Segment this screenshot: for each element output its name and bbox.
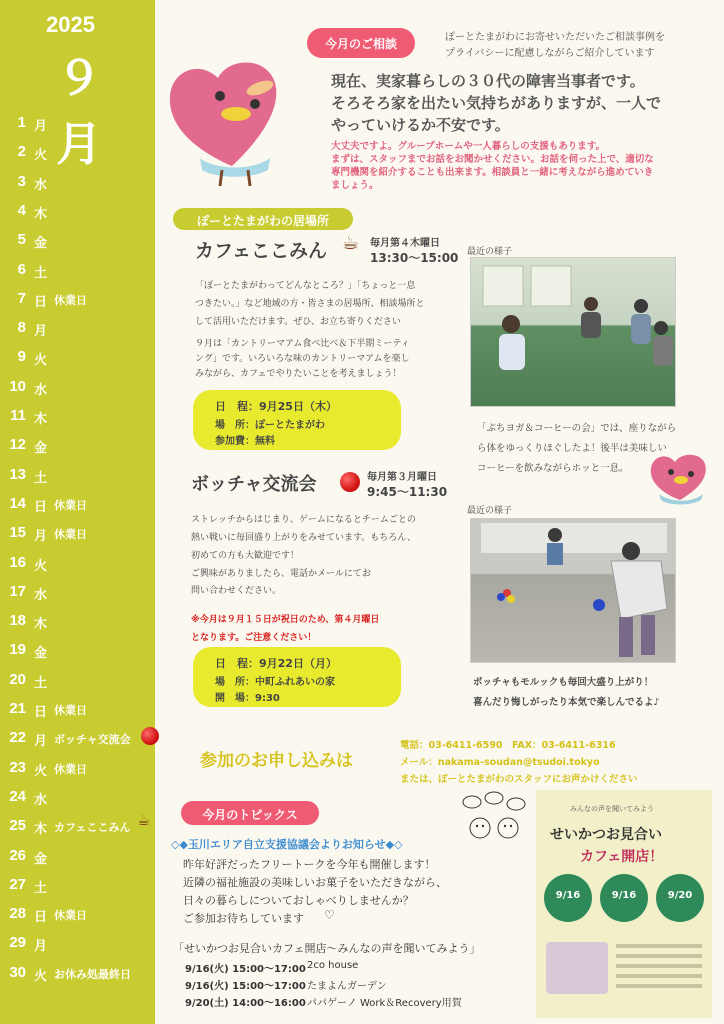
calendar-day-number: 25	[9, 817, 26, 835]
cafe-info-box	[193, 390, 401, 450]
photo2-label: 最近の様子	[467, 506, 513, 516]
calendar-weekday: 土	[34, 675, 48, 691]
topics-heading: ◇◆玉川エリア自立支援協議会よりお知らせ◆◇	[171, 838, 403, 851]
consult-intro-2: プライバシーに配慮しながらご紹介しています	[445, 48, 655, 59]
calendar-day-row	[0, 432, 155, 460]
boccia-desc-4: ご興味がありましたら、電話かメールにてお	[191, 569, 371, 579]
topics-badge: 今月のトピックス	[181, 801, 319, 825]
calendar-weekday: 火	[34, 353, 48, 369]
consult-answer-3: 専門機関を紹介することも出来ます。相談員と一緒に考えながら進めていき	[331, 167, 654, 178]
session-2-place: たまよんガーデン	[307, 981, 387, 992]
calendar-day-row	[0, 227, 155, 255]
calendar-day-row	[0, 286, 155, 314]
calendar-day-number: 12	[9, 436, 26, 454]
calendar-day-note: 休業日	[54, 909, 87, 923]
boccia-info-box	[193, 647, 401, 707]
calendar-day-row	[0, 344, 155, 372]
calendar-day-row	[0, 110, 155, 138]
cafe-time: 13:30～15:00	[370, 251, 459, 265]
cafe-info-date: 日 程：9月25日（木）	[215, 400, 337, 413]
cafe-schedule: 毎月第４木曜日	[370, 238, 440, 249]
calendar-day-number: 17	[9, 582, 26, 600]
calendar-day-number: 24	[9, 787, 26, 805]
calendar-day-number: 30	[9, 963, 26, 981]
consult-answer-1: 大丈夫ですよ。グループホームや一人暮らしの支援もあります。	[331, 141, 605, 152]
cafe-cup-icon: ☕	[342, 232, 360, 254]
calendar-weekday: 月	[34, 529, 48, 545]
topics-body-1: 昨年好評だったフリートークを今年も開催します！	[183, 858, 436, 871]
calendar-weekday: 土	[34, 265, 48, 281]
calendar-day-number: 20	[9, 670, 26, 688]
boccia-desc-5: 問い合わせください。	[191, 586, 282, 596]
topics-event-name: 「せいかつお見合いカフェ開店～みんなの声を聞いてみよう」	[173, 942, 481, 955]
calendar-day-row	[0, 696, 155, 724]
photo1-caption-3: コーヒーを飲みながらホッと一息。	[477, 463, 629, 474]
boccia-desc-2: 熱い戦いに毎回盛り上がりをみせています。もちろん、	[191, 533, 416, 543]
calendar-weekday: 日	[34, 910, 48, 926]
calendar-day-note: 休業日	[54, 762, 87, 776]
calendar-weekday: 月	[34, 734, 48, 750]
calendar-weekday: 土	[34, 880, 48, 896]
calendar-day-note: 休業日	[54, 498, 87, 512]
calendar-weekday: 土	[34, 470, 48, 486]
cafe-event-poster	[536, 790, 712, 1018]
apply-mail: メール：nakama-soudan@tsudoi.tokyo	[400, 757, 600, 768]
boccia-note-1: ※今月は９月１５日が祝日のため、第４月曜日	[191, 615, 380, 625]
cafe-event-2: ング」です。いろいろな味のカントリーマアムを楽し	[195, 354, 410, 364]
calendar-weekday: 木	[34, 617, 48, 633]
calendar-day-row	[0, 872, 155, 900]
apply-tel: 電話：03-6411-6590 FAX：03-6411-6316	[400, 740, 616, 751]
calendar-day-row	[0, 462, 155, 490]
calendar-weekday: 火	[34, 763, 48, 779]
calendar-weekday: 水	[34, 382, 48, 398]
boccia-title: ボッチャ交流会	[191, 474, 317, 495]
calendar-day-number: 7	[17, 289, 26, 307]
calendar-day-number: 3	[17, 172, 26, 190]
calendar-day-row	[0, 257, 155, 285]
poster-circle-3: 9/20	[656, 874, 704, 922]
calendar-day-row	[0, 550, 155, 578]
poster-circle-2: 9/16	[600, 874, 648, 922]
calendar-day-row	[0, 491, 155, 519]
calendar-day-row	[0, 520, 155, 548]
session-3-place: パパゲーノ Work＆Recovery用賀	[307, 998, 462, 1009]
calendar-day-note: 休業日	[54, 528, 87, 542]
calendar-day-row	[0, 579, 155, 607]
calendar-day-number: 2	[17, 143, 26, 161]
topics-body-3: 日々の暮らしについておしゃべりしませんか？	[183, 894, 414, 907]
calendar-day-row	[0, 198, 155, 226]
poster-illustration	[546, 942, 608, 994]
calendar-weekday: 金	[34, 441, 48, 457]
calendar-weekday: 水	[34, 177, 48, 193]
cafe-event-1: ９月は「カントリーマアム食べ比べ＆下半期ミーティ	[195, 339, 410, 349]
calendar-day-row	[0, 315, 155, 343]
consult-intro-1: ぽーとたまがわにお寄せいただいたご相談事例を	[445, 32, 665, 43]
calendar-weekday: 金	[34, 646, 48, 662]
consult-answer-4: ましょう。	[331, 180, 379, 191]
apply-staff: または、ぽーとたまがわのスタッフにお声かけください	[400, 774, 638, 785]
consult-question-1: 現在、実家暮らしの３０代の障害当事者です。	[331, 72, 645, 90]
consult-question-3: やっていけるか不安です。	[331, 116, 510, 134]
poster-circle-1: 9/16	[544, 874, 592, 922]
calendar-day-row	[0, 608, 155, 636]
photo2-caption-2: 喜んだり悔しがったり本気で楽しんでるよ♪	[473, 697, 660, 708]
cafe-desc-3: して活用いただけます。ぜひ、お立ち寄りください	[195, 317, 401, 327]
calendar-day-row	[0, 843, 155, 871]
boccia-title-ball-icon	[340, 472, 360, 492]
photo2-caption-1: ボッチャもモルックも毎回大盛り上がり！	[473, 677, 654, 688]
calendar-weekday: 月	[34, 324, 48, 340]
calendar-day-row	[0, 725, 155, 753]
calendar-day-number: 28	[9, 905, 26, 923]
calendar-day-number: 23	[9, 758, 26, 776]
calendar-month: ９月	[56, 51, 106, 171]
session-1-date: 9/16(火) 15:00～17:00	[185, 964, 306, 975]
calendar-day-number: 4	[17, 201, 26, 219]
photo1-caption-2: ら体をゆっくりほぐしたよ！後半は美味しい	[477, 443, 667, 454]
calendar-day-row	[0, 667, 155, 695]
boccia-info-time: 開 場：9:30	[215, 693, 280, 704]
boccia-schedule: 毎月第３月曜日	[367, 472, 437, 483]
calendar-day-row	[0, 403, 155, 431]
boccia-photo	[470, 518, 676, 663]
calendar-weekday: 日	[34, 705, 48, 720]
calendar-day-number: 27	[9, 875, 26, 893]
cafe-desc-1: 「ぽーとたまがわってどんなところ？」「ちょっと一息	[195, 281, 416, 291]
photo1-caption-1: 「ぷちヨガ＆コーヒーの会」では、座りながら	[477, 423, 677, 434]
boccia-time: 9:45～11:30	[367, 485, 448, 499]
calendar-year: 2025	[46, 12, 95, 37]
calendar-sidebar	[0, 0, 155, 1024]
calendar-day-number: 21	[9, 700, 26, 717]
calendar-weekday: 木	[34, 206, 48, 222]
calendar-day-row	[0, 637, 155, 665]
boccia-info-date: 日 程：9月22日（月）	[215, 657, 337, 670]
calendar-weekday: 日	[34, 294, 48, 310]
heart-icon: ♡	[324, 908, 335, 922]
cafe-info-fee: 参加費：無料	[215, 436, 275, 447]
calendar-day-number: 16	[9, 553, 26, 571]
calendar-weekday: 金	[34, 236, 48, 252]
calendar-day-number: 26	[9, 846, 26, 864]
calendar-day-row	[0, 784, 155, 812]
boccia-desc-3: 初めての方も大歓迎です！	[191, 551, 300, 561]
calendar-weekday: 木	[34, 412, 48, 427]
calendar-day-number: 18	[9, 612, 26, 630]
calendar-day-note: カフェここみん	[54, 821, 131, 835]
calendar-weekday: 火	[34, 148, 48, 164]
calendar-day-number: 1	[17, 114, 26, 131]
calendar-weekday: 日	[34, 499, 48, 515]
calendar-day-number: 14	[9, 494, 26, 512]
calendar-weekday: 水	[34, 792, 48, 808]
calendar-day-row	[0, 960, 155, 988]
calendar-day-row	[0, 930, 155, 958]
calendar-day-note: 休業日	[54, 704, 87, 717]
cafe-event-3: みながら、カフェでやりたいことを考えましょう！	[195, 369, 402, 379]
calendar-day-row	[0, 169, 155, 197]
apply-title: 参加のお申し込みは	[200, 751, 353, 771]
calendar-weekday: 木	[34, 822, 48, 838]
calendar-day-note: 休業日	[54, 293, 87, 307]
calendar-weekday: 月	[34, 939, 48, 955]
calendar-day-number: 10	[9, 377, 26, 395]
calendar-day-number: 15	[9, 524, 26, 542]
calendar-weekday: 月	[34, 119, 48, 134]
topics-body-2: 近隣の福祉施設の美味しいお菓子をいただきながら、	[183, 876, 447, 889]
boccia-info-place: 場 所：中町ふれあいの家	[215, 677, 335, 688]
calendar-day-row	[0, 139, 155, 167]
calendar-day-number: 8	[17, 319, 26, 337]
poster-title-2: カフェ開店！	[580, 849, 664, 865]
coffee-cup-icon: ☕	[137, 811, 151, 829]
calendar-day-row	[0, 813, 155, 841]
mascot-icon	[160, 48, 310, 188]
chatting-people-icon	[460, 790, 530, 850]
calendar-day-note: ボッチャ交流会	[54, 733, 131, 747]
calendar-day-row	[0, 755, 155, 783]
session-3-date: 9/20(土) 14:00～16:00	[185, 998, 306, 1009]
cafe-info-place: 場 所：ぽーとたまがわ	[215, 420, 325, 431]
calendar-day-number: 22	[9, 729, 26, 747]
calendar-day-note: お休み処最終日	[54, 967, 131, 981]
calendar-day-number: 29	[9, 934, 26, 952]
calendar-weekday: 水	[34, 587, 48, 603]
main-content	[155, 0, 724, 1024]
calendar-weekday: 火	[34, 968, 48, 984]
consult-question-2: そろそろ家を出たい気持ちがありますが、一人で	[331, 94, 662, 112]
calendar-day-number: 13	[9, 465, 26, 483]
calendar-day-number: 11	[10, 407, 26, 424]
calendar-day-number: 19	[9, 641, 26, 659]
calendar-day-number: 9	[17, 348, 26, 366]
calendar-day-number: 5	[17, 231, 26, 249]
cafe-photo	[470, 257, 676, 407]
poster-top-text: みんなの声を聞いてみよう	[570, 805, 654, 813]
topics-body-4: ご参加お待ちしています	[183, 912, 304, 925]
ibasho-badge: ぽーとたまがわの居場所	[173, 208, 353, 230]
boccia-desc-1: ストレッチからはじまり、ゲームになるとチームごとの	[191, 515, 416, 525]
photo1-label: 最近の様子	[467, 247, 513, 257]
poster-title-1: せいかつお見合い	[550, 827, 662, 843]
calendar-weekday: 火	[34, 558, 48, 574]
calendar-day-row	[0, 374, 155, 402]
calendar-day-row	[0, 901, 155, 929]
small-mascot-icon	[645, 450, 715, 505]
consult-answer-2: まずは、スタッフまでお話をお聞かせください。お話を伺った上で、適切な	[331, 154, 654, 165]
session-1-place: 2co house	[307, 960, 359, 971]
calendar-day-number: 6	[17, 260, 26, 278]
calendar-weekday: 金	[34, 851, 48, 867]
consult-badge: 今月のご相談	[307, 28, 415, 58]
cafe-title: カフェここみん	[195, 240, 328, 262]
boccia-note-2: となります。ご注意ください！	[191, 633, 317, 643]
session-2-date: 9/16(火) 15:00～17:00	[185, 981, 306, 992]
cafe-desc-2: つきたい。」など地域の方・皆さまの居場所、相談場所と	[195, 299, 425, 309]
